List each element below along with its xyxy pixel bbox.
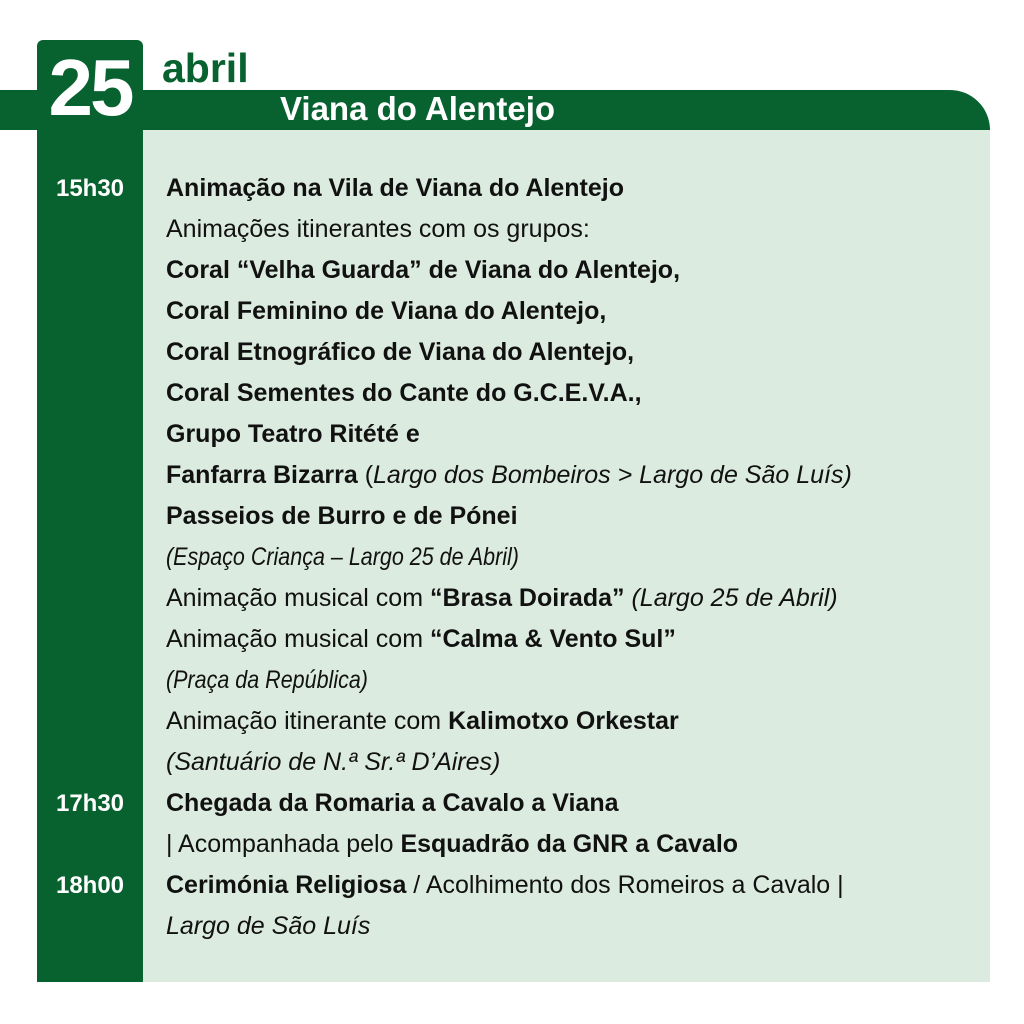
location-title: Viana do Alentejo: [280, 90, 556, 127]
month-label: abril: [162, 45, 249, 91]
group-name-with-route: Fanfarra Bizarra (Largo dos Bombeiros > Largo de São Luís): [166, 461, 852, 489]
event-location: (Praça da República): [166, 666, 368, 694]
event-location: (Espaço Criança – Largo 25 de Abril): [166, 543, 519, 571]
event-title: Cerimónia Religiosa / Acolhimento dos Romeiros a Cavalo |: [166, 871, 844, 899]
event-line: Animação musical com “Brasa Doirada” (Largo 25 de Abril): [166, 584, 838, 612]
group-name: Coral Etnográfico de Viana do Alentejo,: [166, 338, 635, 366]
event-line: | Acompanhada pelo Esquadrão da GNR a Cavalo: [166, 830, 739, 858]
event-line: Animação itinerante com Kalimotxo Orkestar: [166, 707, 679, 735]
group-name: Coral Sementes do Cante do G.C.E.V.A.,: [166, 379, 642, 407]
event-title: Passeios de Burro e de Pónei: [166, 502, 518, 530]
event-location: Largo de São Luís: [166, 912, 371, 940]
event-location: (Santuário de N.ª Sr.ª D’Aires): [166, 748, 501, 776]
group-name: Coral “Velha Guarda” de Viana do Alentejo,: [166, 256, 681, 284]
time-label: 15h30: [55, 175, 125, 202]
day-number: 25: [48, 43, 132, 132]
event-description: Animações itinerantes com os grupos:: [166, 215, 590, 243]
event-line: Animação musical com “Calma & Vento Sul”: [166, 625, 676, 653]
group-name: Grupo Teatro Ritété e: [166, 420, 420, 448]
event-title: Animação na Vila de Viana do Alentejo: [166, 174, 625, 202]
group-name: Coral Feminino de Viana do Alentejo,: [166, 297, 607, 325]
time-label: 17h30: [55, 790, 125, 817]
event-title: Chegada da Romaria a Cavalo a Viana: [166, 789, 619, 817]
time-label: 18h00: [55, 872, 125, 899]
